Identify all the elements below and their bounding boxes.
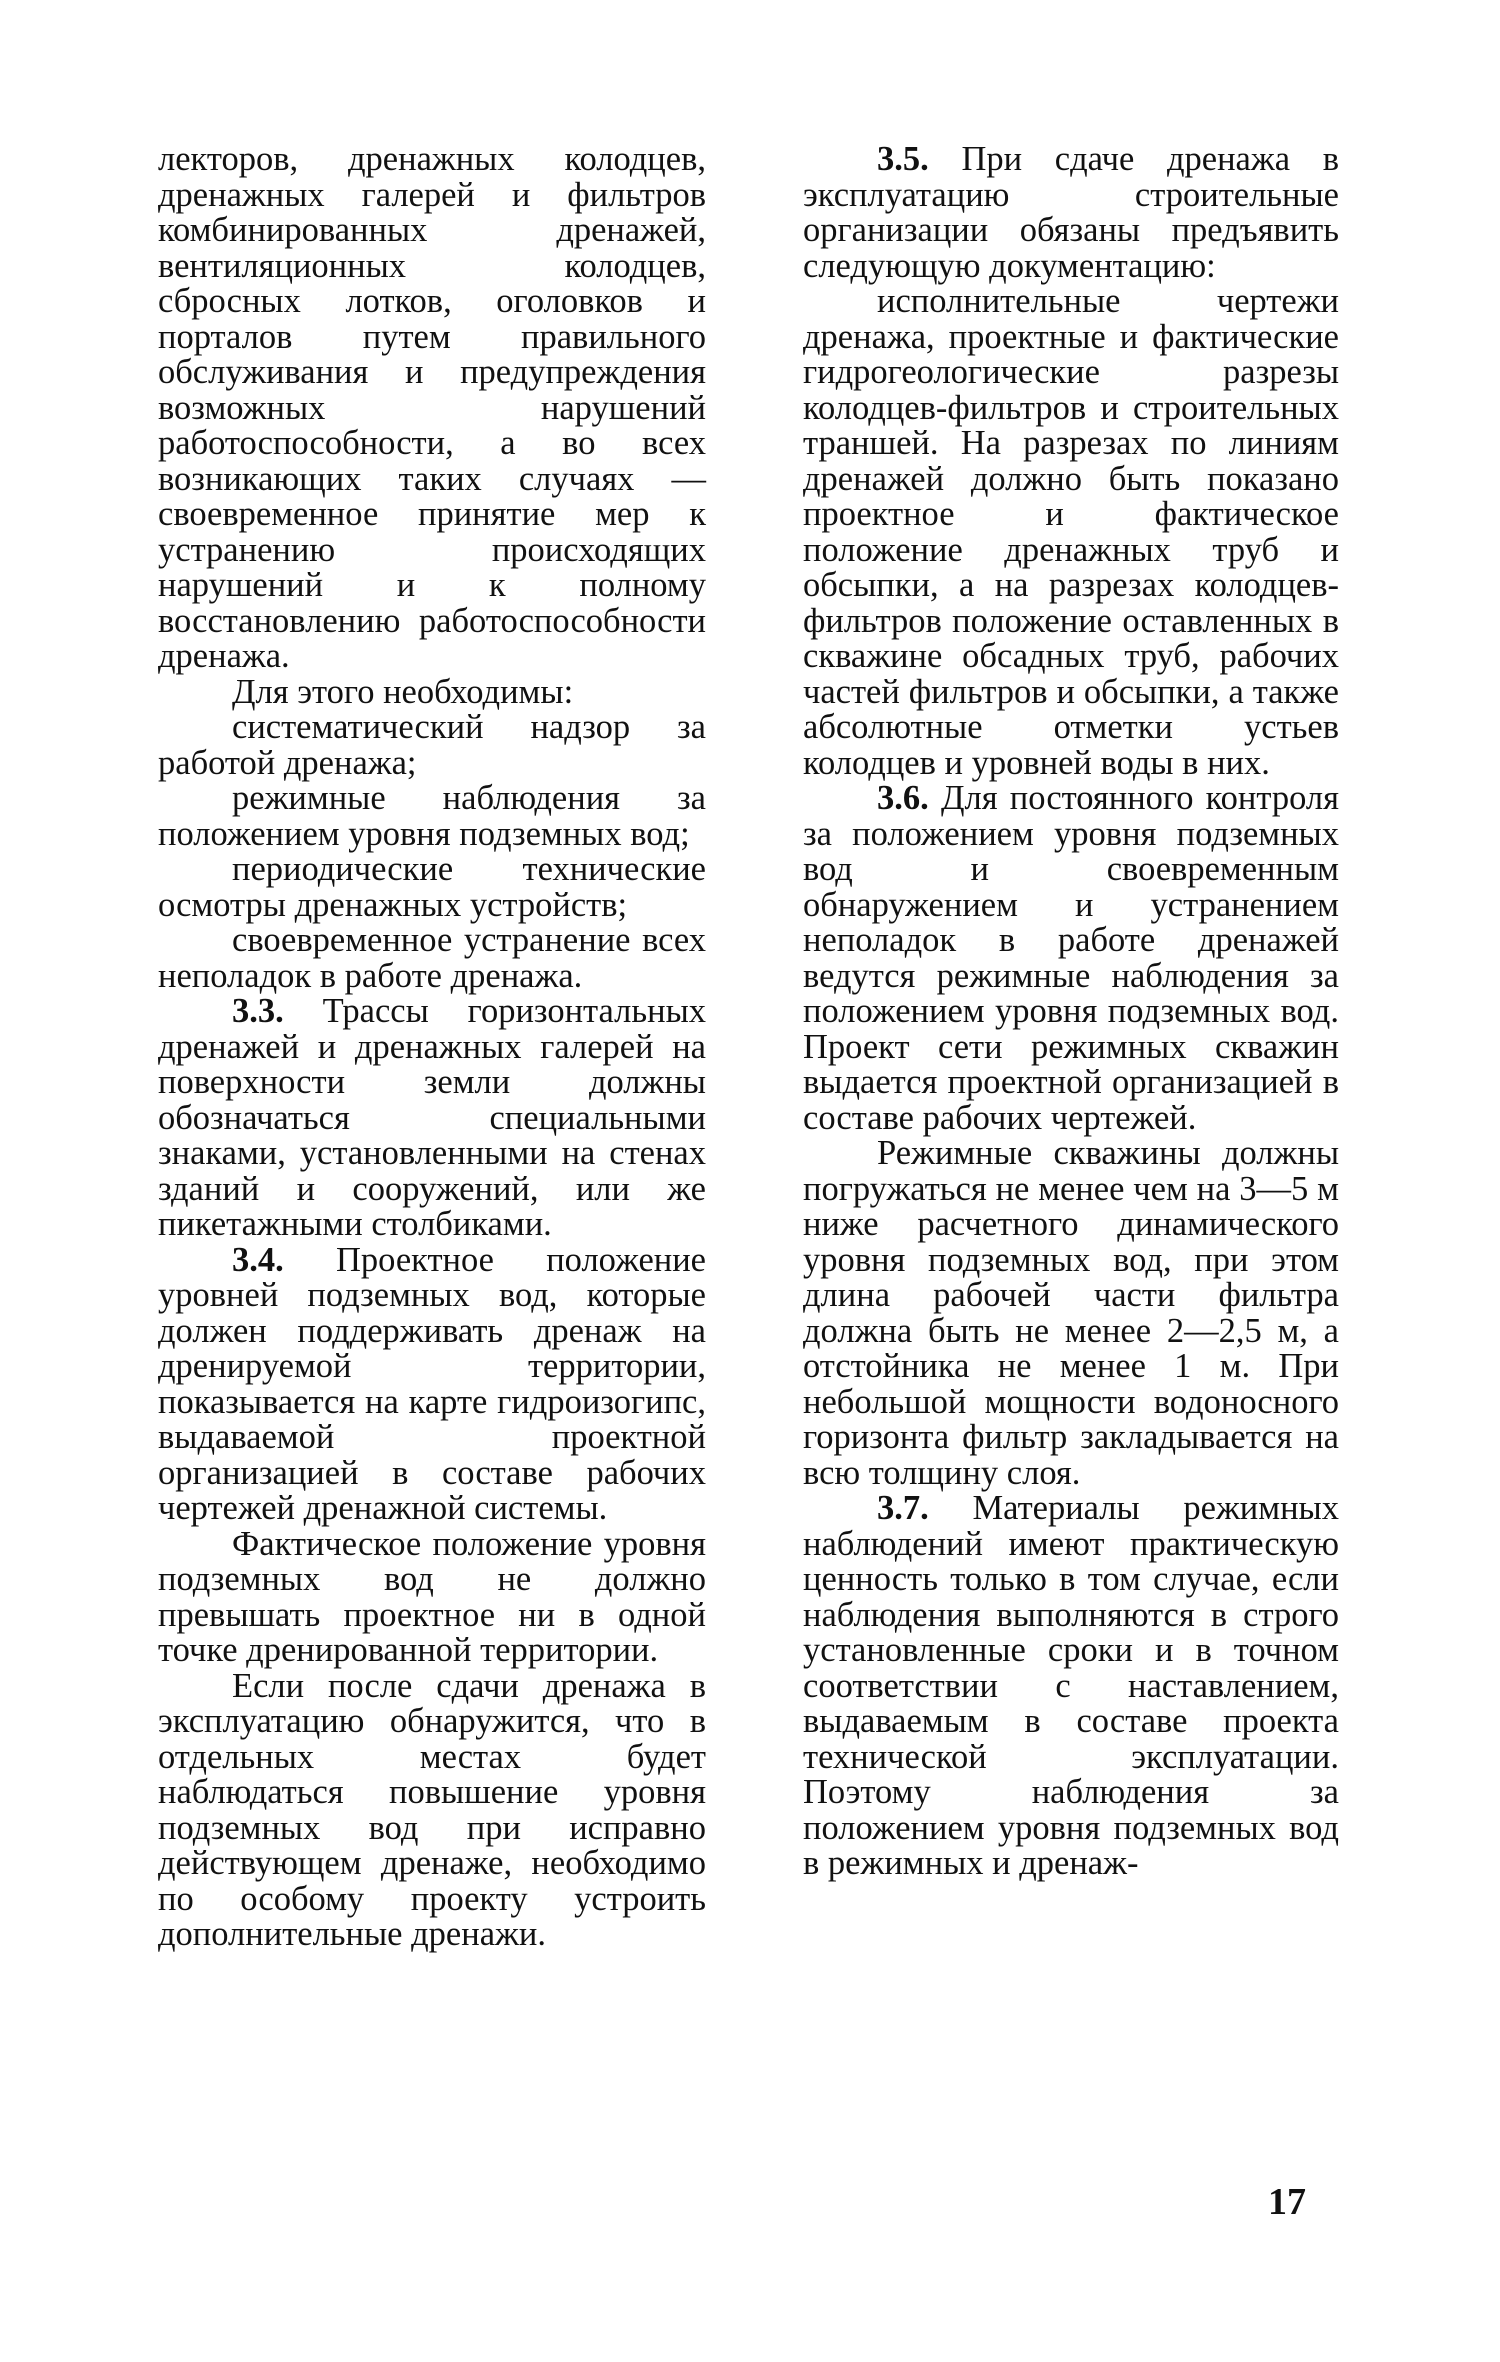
- section-3-7: [803, 1491, 1339, 1882]
- section-3-3: [158, 994, 706, 1243]
- paragraph: Режимные скважины должны погружаться не менее чем на 3—5 м ниже расчетного динамического уровня подземных вод, при этом длина рабочей части фильтра должна быть не менее 2—2,5 м, а отстойника не менее 1 м. При небольшой мощности водоносного горизонта фильтр закладывается на всю толщину слоя.: [803, 1134, 1339, 1492]
- left-column: [158, 142, 706, 1953]
- section-3-6: [803, 781, 1339, 1136]
- paragraph: Если после сдачи дренажа в эксплуатацию обнаружится, что в отдельных местах будет наблюдаться повышение уровня подземных вод при исправно действующем дренаже, необходимо по особому проекту устроить дополнительные дренажи.: [158, 1666, 706, 1953]
- page-number: 17: [1268, 2181, 1306, 2223]
- list-item: режимные наблюдения за положением уровня подземных вод;: [158, 779, 706, 853]
- paragraph: лекторов, дренажных колодцев, дренажных галерей и фильтров комбинированных дренажей, вентиляционных колодцев, сбросных лотков, оголовков и порталов путем правильного обслуживания и предупреждения возможных нарушений работоспособности, а во всех возникающих таких случаях — своевременное принятие мер к устранению происходящих нарушений и к полному восстановлению работоспособности дренажа.: [158, 140, 706, 675]
- section-number: 3.7.: [877, 1489, 929, 1527]
- list-item: своевременное устранение всех неполадок в работе дренажа.: [158, 921, 706, 995]
- list-item: систематический надзор за работой дренажа;: [158, 708, 706, 782]
- section-number: 3.5.: [877, 140, 929, 178]
- paragraph: Фактическое положение уровня подземных вод не должно превышать проектное ни в одной точке дренированной территории.: [158, 1524, 706, 1669]
- list-item: периодические технические осмотры дренажных устройств;: [158, 850, 706, 924]
- section-number: 3.6.: [877, 779, 929, 817]
- paragraph: Для этого необходимы:: [232, 672, 574, 711]
- right-column: [803, 142, 1339, 1882]
- section-text: Для постоянного контроля за положением уровня подземных вод и своевременным обнаружением и устранением неполадок в работе дренажей ведутся режимные наблюдения за положением уровня подземных вод. Проект сети режимных скважин выдается проектной организацией в составе рабочих чертежей.: [803, 779, 1340, 1137]
- paragraph: исполнительные чертежи дренажа, проектные и фактические гидрогеологические разрезы колодцев-фильтров и строительных траншей. На разрезах по линиям дренажей должно быть показано проектное и фактическое положение дренажных труб и обсыпки, а на разрезах колодцев-фильтров положение оставленных в скважине обсадных труб, рабочих частей фильтров и обсыпки, а также абсолютные отметки устьев колодцев и уровней воды в них.: [803, 282, 1339, 782]
- section-text: Проектное положение уровней подземных вод, которые должен поддерживать дренаж на дренируемой территории, показывается на карте гидроизогипс, выдаваемой проектной организацией в составе рабочих чертежей дренажной системы.: [158, 1240, 706, 1527]
- section-number: 3.3.: [232, 992, 284, 1030]
- section-text: Материалы режимных наблюдений имеют практическую ценность только в том случае, если наблюдения выполняются в строго установленные сроки и в точном соответствии с наставлением, выдаваемым в составе проекта технической эксплуатации. Поэтому наблюдения за положением уровня подземных вод в режимных и дренаж-: [803, 1489, 1339, 1882]
- section-text: При сдаче дренажа в эксплуатацию строительные организации обязаны предъявить следующую документацию:: [803, 140, 1340, 285]
- section-number: 3.4.: [232, 1240, 284, 1279]
- section-text: Трассы горизонтальных дренажей и дренажных галерей на поверхности земли должны обозначаться специальными знаками, установленными на стенах зданий и сооружений, или же пикетажными столбиками.: [158, 992, 707, 1243]
- section-3-4: [158, 1240, 706, 1527]
- section-3-5: [803, 142, 1339, 284]
